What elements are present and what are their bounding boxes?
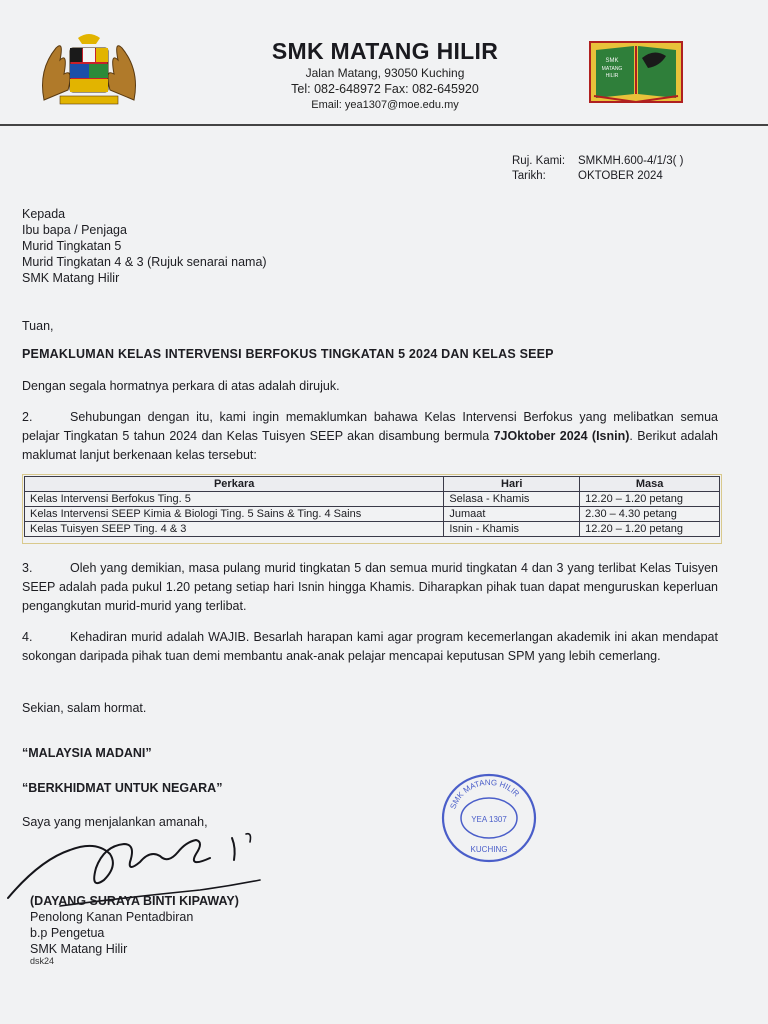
signer-block [30,893,239,957]
recipient-line: Kepada [22,207,66,221]
school-contact: Tel: 082-648972 Fax: 082-645920 [291,82,479,96]
school-logo-icon [588,40,684,104]
date-label: Tarikh: [512,170,546,182]
column-header: Masa [580,477,720,492]
start-date: 7JOktober 2024 (Isnin) [493,429,630,443]
reference-label: Ruj. Kami: [512,155,566,167]
paragraph-4-text: Kehadiran murid adalah WAJIB. Besarlah harapan kami agar program kecemerlangan akademik ini akan mendapat sokongan daripada pihak tuan demi membantu anak-anak pelajar mencapai keputusan SPM yang lebih cemerlang. [22,630,718,663]
recipient-line: Ibu bapa / Penjaga [22,223,127,237]
recipient-line: Murid Tingkatan 4 & 3 (Rujuk senarai nama) [22,255,267,269]
trust-line: Saya yang menjalankan amanah, [22,815,208,829]
paragraph-4 [22,628,718,666]
letter-subject: PEMAKLUMAN KELAS INTERVENSI BERFOKUS TINGKATAN 5 2024 DAN KELAS SEEP [22,347,554,361]
table-cell: Kelas Tuisyen SEEP Ting. 4 & 3 [25,522,444,537]
table-cell: 2.30 – 4.30 petang [580,507,720,522]
letterhead-text [200,38,570,113]
paragraph-2 [22,408,718,465]
paragraph-number: 4. [22,630,33,644]
table-cell: Kelas Intervensi Berfokus Ting. 5 [25,492,444,507]
table-cell: Jumaat [444,507,580,522]
table-cell: 12.20 – 1.20 petang [580,492,720,507]
column-header: Perkara [25,477,444,492]
svg-text:SMK MATANG HILIR: SMK MATANG HILIR [448,777,522,811]
signer-title: Penolong Kanan Pentadbiran [30,910,194,924]
reference-block [512,154,683,184]
letterhead [0,0,768,128]
recipient-line: Murid Tingkatan 5 [22,239,122,253]
reference-value: SMKMH.600-4/1/3( ) [578,155,684,167]
typist-initials: dsk24 [30,956,55,966]
school-name: SMK MATANG HILIR [271,38,499,64]
school-email: Email: yea1307@moe.edu.my [311,99,459,111]
table-cell: Selasa - Khamis [444,492,580,507]
salutation: Tuan, [22,319,54,333]
signer-school: SMK Matang Hilir [30,942,128,956]
schedule-table [24,476,720,537]
recipient-block [22,206,267,286]
letterhead-divider [0,124,768,126]
paragraph-number: 2. [22,410,33,424]
svg-text:SMK: SMK [605,58,619,64]
table-row [25,522,720,537]
paragraph-3 [22,559,718,616]
motto-malaysia-madani: “MALAYSIA MADANI” [22,746,152,760]
recipient-line: SMK Matang Hilir [22,271,120,285]
svg-text:MATANG: MATANG [601,66,623,72]
school-stamp [440,772,538,864]
svg-text:KUCHING: KUCHING [470,845,508,854]
malaysia-coat-of-arms-icon [34,30,144,110]
table-header-row [25,477,720,492]
table-cell: Kelas Intervensi SEEP Kimia & Biologi Ting. 5 Sains & Ting. 4 Sains [25,507,444,522]
paragraph-2-text-end: . Berikut adalah maklumat lanjut berkenaan kelas tersebut: [22,429,718,462]
school-address: Jalan Matang, 93050 Kuching [305,66,465,80]
signer-name: (DAYANG SURAYA BINTI KIPAWAY) [30,894,239,908]
closing-line: Sekian, salam hormat. [22,701,147,715]
signer-on-behalf: b.p Pengetua [30,926,105,940]
paragraph-3-text: Oleh yang demikian, masa pulang murid tingkatan 5 dan semua murid tingkatan 4 dan 3 yang terlibat Kelas Tuisyen SEEP adalah pada pukul 1.20 petang setiap hari Isnin hingga Khamis. Diharapkan pihak tuan dapat menguruskan keperluan pengangkutan murid-murid yang terlibat. [22,561,718,613]
paragraph-2-text: Sehubungan dengan itu, kami ingin memaklumkan bahawa Kelas Intervensi Berfokus yang melibatkan semua pelajar Tingkatan 5 tahun 2024 dan Kelas Tuisyen SEEP akan disambung bermula [22,410,718,443]
svg-text:YEA 1307: YEA 1307 [471,815,507,824]
motto-berkhidmat: “BERKHIDMAT UNTUK NEGARA” [22,781,223,795]
table-row [25,492,720,507]
svg-text:HILIR: HILIR [605,73,619,79]
table-cell: 12.20 – 1.20 petang [580,522,720,537]
table-cell: Isnin - Khamis [444,522,580,537]
paragraph-1: Dengan segala hormatnya perkara di atas adalah dirujuk. [22,379,340,393]
date-value: OKTOBER 2024 [578,170,663,182]
table-row [25,507,720,522]
paragraph-number: 3. [22,561,33,575]
column-header: Hari [444,477,580,492]
